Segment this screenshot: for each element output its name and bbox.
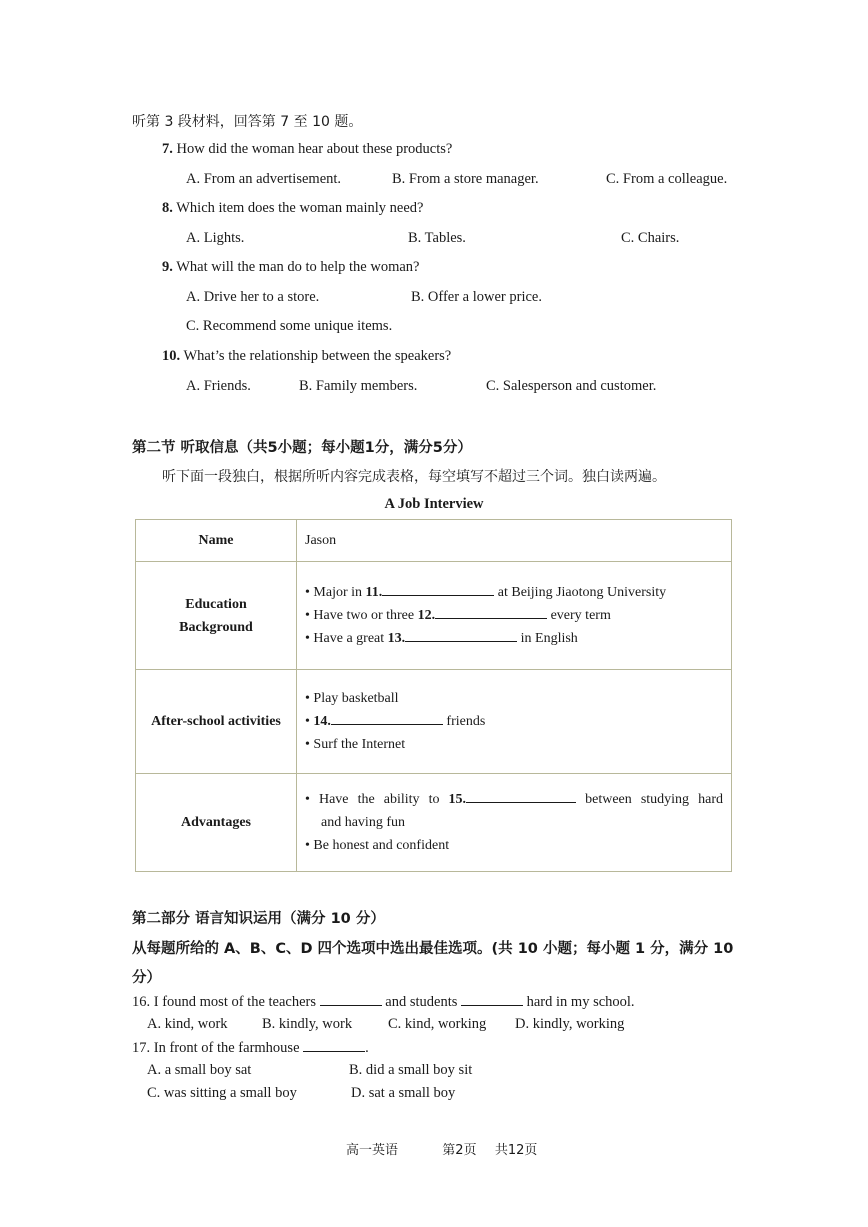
item-text: • Major in [305,585,366,600]
list-item [305,710,723,733]
question-8 [162,200,423,217]
row-label: Advantages [136,774,297,872]
label-line: Education [185,596,247,612]
q8-option-a: A. Lights. [186,230,245,246]
answer-blank [303,1039,365,1052]
section-intro: 听第 3 段材料，回答第 7 至 10 题。 [132,114,363,130]
blank-number: 15. [448,792,467,807]
question-number: 9. [162,259,173,275]
education-cell [297,562,732,670]
item-text: every term [547,608,611,623]
question-text: What’s the relationship between the speakers? [183,348,452,364]
item-text: between studying hard [576,792,723,807]
footer-subject: 高一英语 [346,1143,399,1158]
blank-number: 12. [417,608,436,623]
question-text: 17. In front of the farmhouse [132,1040,304,1056]
q16-option-a: A. kind, work [147,1016,228,1032]
advantages-cell [297,774,732,872]
answer-blank [320,993,382,1006]
item-text: in English [517,631,578,646]
label-line: Background [179,619,253,635]
list-item-continuation: and having fun [321,815,405,830]
row-label: Name [136,520,297,562]
name-value: Jason [297,520,732,562]
row-label [136,562,297,670]
question-number: 7. [162,141,173,157]
section-instruction: 听下面一段独白，根据所听内容完成表格，每空填写不超过三个词。独白读两遍。 [162,469,666,485]
q17-option-d: D. sat a small boy [351,1085,456,1101]
blank-number: 14. [313,714,331,729]
list-item [305,627,723,650]
footer-total-pages: 共12页 [494,1143,538,1158]
footer-page-number: 第2页 [442,1143,477,1158]
q8-option-c: C. Chairs. [621,230,680,246]
item-text: • Have a great [305,631,388,646]
row-label: After-school activities [136,670,297,774]
q17-option-a: A. a small boy sat [147,1062,252,1078]
answer-blank [466,790,576,803]
question-7 [162,141,452,158]
part-heading: 第二部分 语言知识运用（满分 10 分） [132,911,385,927]
section-heading: 第二节 听取信息（共5小题；每小题1分，满分5分） [132,440,472,456]
question-number: 10. [162,348,181,364]
q10-option-c: C. Salesperson and customer. [486,378,657,394]
question-16 [132,993,635,1011]
item-text: • Have two or three [305,608,418,623]
q17-option-c: C. was sitting a small boy [147,1085,297,1101]
question-text: Which item does the woman mainly need? [176,200,424,216]
activities-cell [297,670,732,774]
q7-option-c: C. From a colleague. [606,171,728,187]
answer-blank [435,606,547,619]
question-text: hard in my school. [523,994,635,1010]
question-text: How did the woman hear about these products? [176,141,453,157]
q16-option-d: D. kindly, working [515,1016,625,1032]
question-text: What will the man do to help the woman? [176,259,420,275]
list-item: • Be honest and confident [305,838,450,853]
q7-option-a: A. From an advertisement. [186,171,342,187]
answer-blank [331,712,443,725]
blank-number: 11. [365,585,383,600]
item-text: friends [442,714,486,729]
list-item [305,604,723,627]
table-row [136,520,732,562]
part-instruction-line2: 分） [132,970,161,986]
blank-number: 13. [387,631,406,646]
answer-blank [461,993,523,1006]
list-item: • Play basketball [305,691,399,706]
q10-option-a: A. Friends. [186,378,251,394]
table-row [136,562,732,670]
question-text: 16. I found most of the teachers [132,994,320,1010]
item-text: at Beijing Jiaotong University [494,585,667,600]
part-instruction-line1: 从每题所给的 A、B、C、D 四个选项中选出最佳选项。(共 10 小题；每小题 1 分，满分 10 [132,941,734,957]
q10-option-b: B. Family members. [299,378,418,394]
q9-option-a: A. Drive her to a store. [186,289,320,305]
q17-option-b: B. did a small boy sit [349,1062,473,1078]
job-interview-table [135,519,732,872]
question-9 [162,259,419,276]
table-row [136,774,732,872]
answer-blank [382,583,494,596]
list-item [305,788,723,811]
item-text: • [305,714,314,729]
question-text: and students [381,994,461,1010]
q7-option-b: B. From a store manager. [392,171,539,187]
q9-option-c: C. Recommend some unique items. [186,318,393,334]
q9-option-b: B. Offer a lower price. [411,289,542,305]
page-footer [346,1139,537,1158]
question-17 [132,1039,369,1057]
question-10 [162,348,451,365]
question-number: 8. [162,200,173,216]
q8-option-b: B. Tables. [408,230,466,246]
table-title: A Job Interview [384,496,484,512]
question-text: . [365,1040,369,1056]
list-item [305,581,723,604]
q16-option-b: B. kindly, work [262,1016,353,1032]
answer-blank [405,629,517,642]
q16-option-c: C. kind, working [388,1016,487,1032]
list-item: • Surf the Internet [305,737,406,752]
table-row [136,670,732,774]
item-text: • Have the ability to [305,792,449,807]
